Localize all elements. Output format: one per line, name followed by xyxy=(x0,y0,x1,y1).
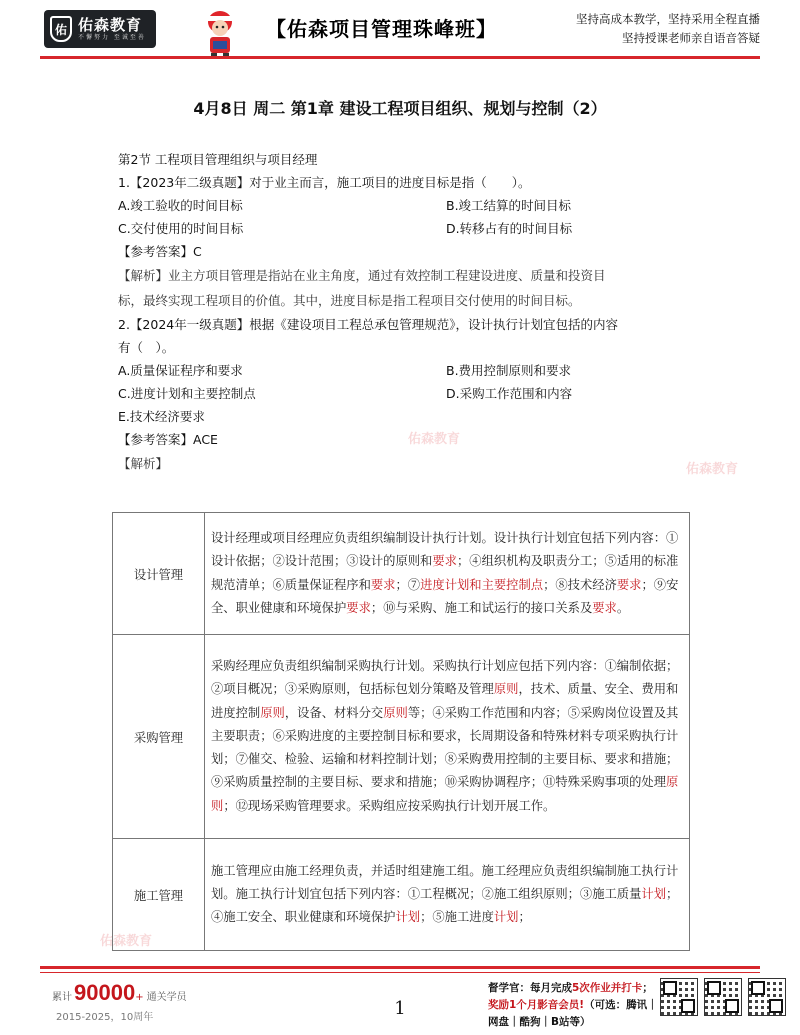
promo-text-part: ； xyxy=(642,982,653,994)
highlighted-text: 原则 xyxy=(211,775,679,813)
highlighted-text: 要求 xyxy=(432,554,457,569)
mascot-icon xyxy=(200,6,240,58)
qr-code-icon[interactable] xyxy=(704,978,742,1016)
logo-shield-icon: 佑 xyxy=(50,16,72,42)
section-heading: 第2节 工程项目管理组织与项目经理 xyxy=(118,152,318,167)
tagline xyxy=(576,10,760,48)
highlighted-text: 要求 xyxy=(346,600,371,615)
brand-logo xyxy=(44,10,156,48)
text-segment: ； xyxy=(518,910,531,925)
text-segment: ；⑩与采购、施工和试运行的接口关系及 xyxy=(370,600,593,615)
text-segment: ；⑦ xyxy=(395,577,421,592)
option: A.质量保证程序和要求 xyxy=(118,363,243,378)
anniversary-text: 2015-2025，10周年 xyxy=(56,1012,154,1023)
promo-text-part: （可选：腾讯｜ xyxy=(584,999,658,1011)
table-row xyxy=(113,839,690,951)
text-segment: ；⑨安全、职业健康和环境保护 xyxy=(211,577,679,615)
tagline-line: 坚持高成本教学，坚持采用全程直播 xyxy=(576,12,760,26)
table-row xyxy=(113,513,690,635)
promo-highlight: 5次作业并打卡 xyxy=(572,982,643,994)
option-row xyxy=(118,217,688,240)
row-content xyxy=(205,513,690,635)
option-row xyxy=(118,382,688,405)
highlighted-text: 要求 xyxy=(592,600,617,615)
student-count-prefix: 累计 xyxy=(52,992,72,1003)
logo-subtitle: 不懈努力 至诚至善 xyxy=(78,34,146,41)
watermark: 佑森教育 xyxy=(686,462,739,477)
highlighted-text: 计划 xyxy=(493,910,519,925)
promo-text-part: 督学官：每月完成 xyxy=(488,982,572,994)
option: C.交付使用的时间目标 xyxy=(118,221,244,236)
qr-code-icon[interactable] xyxy=(748,978,786,1016)
student-count-plus: + xyxy=(135,992,144,1003)
row-label: 采购管理 xyxy=(113,635,205,839)
text-segment: 。 xyxy=(616,600,630,615)
promo-text-part: 网盘｜酷狗｜B站等） xyxy=(488,1016,591,1028)
highlighted-text: 要求 xyxy=(616,577,642,592)
highlighted-text: 原则 xyxy=(383,705,408,720)
answer-key: 【参考答案】C xyxy=(118,244,202,259)
analysis-table xyxy=(112,512,690,951)
promo-highlight: 奖励1个月影音会员! xyxy=(488,999,585,1011)
student-count-number: 90000 xyxy=(74,980,136,1005)
text-segment: ；⑧技术经济 xyxy=(543,577,617,592)
page-title: 4月8日 周二 第1章 建设工程项目组织、规划与控制（2） xyxy=(193,99,607,118)
analysis-label: 【解析】 xyxy=(118,456,169,471)
highlighted-text: 要求 xyxy=(370,577,396,592)
text-segment: ；⑤施工进度 xyxy=(420,910,494,925)
question-stem-cont: 有（ ）。 xyxy=(118,340,175,355)
row-content xyxy=(205,839,690,951)
banner-title: 【佑森项目管理珠峰班】 xyxy=(266,17,497,41)
text-segment: 等；④采购工作范围和内容；⑤采购岗位设置及其主要职责；⑥采购进度的主要控制目标和要求，长周期设备和特殊材料专项采购执行计划；⑦催交、检验、运输和材料控制计划；⑧采购费用控制的主要目标、要求和措施；⑨采购质量控制的主要目标、要求和措施；⑩采购协调程序；⑪特殊采购事项的处理 xyxy=(211,705,679,790)
footer-divider xyxy=(40,966,760,969)
option: D.采购工作范围和内容 xyxy=(446,386,573,401)
option-row xyxy=(118,194,688,217)
tagline-line: 坚持授课老师亲自语音答疑 xyxy=(622,31,760,45)
analysis-line: 标，最终实现工程项目的价值。其中，进度目标是指工程项目交付使用的时间目标。 xyxy=(118,293,581,308)
page-number: 1 xyxy=(394,998,406,1019)
table-row xyxy=(113,635,690,839)
logo-name: 佑森教育 xyxy=(78,16,143,34)
option-row xyxy=(118,359,688,382)
text-segment: ；④组织机构及职责分工；⑤适用的标准规范清单；⑥质量保证程序和 xyxy=(211,554,679,592)
promo-text xyxy=(488,980,658,1031)
watermark: 佑森教育 xyxy=(408,432,461,447)
highlighted-text: 计划 xyxy=(395,910,421,925)
option: D.转移占有的时间目标 xyxy=(446,221,573,236)
text-segment: 设计经理或项目经理应负责组织编制设计执行计划。设计执行计划宜包括下列内容：①设计依据；②设计范围；③设计的原则和 xyxy=(211,530,679,569)
answer-key: 【参考答案】ACE xyxy=(118,432,218,447)
footer-divider-thin xyxy=(40,972,760,973)
watermark: 佑森教育 xyxy=(100,934,153,949)
option: E.技术经济要求 xyxy=(118,409,205,424)
student-count-suffix: 通关学员 xyxy=(146,992,187,1003)
text-segment: ；⑫现场采购管理要求。采购组应按采购执行计划开展工作。 xyxy=(223,798,556,813)
row-content xyxy=(205,635,690,839)
highlighted-text: 原则 xyxy=(260,705,285,720)
option: B.竣工结算的时间目标 xyxy=(446,198,572,213)
text-segment: ，技术、质量、安全、费用和进度控制 xyxy=(211,682,679,720)
qr-code-icon[interactable] xyxy=(660,978,698,1016)
text-segment: ，设备、材料分交 xyxy=(284,705,384,720)
row-label: 施工管理 xyxy=(113,839,205,951)
question-stem: 1.【2023年二级真题】对于业主而言，施工项目的进度目标是指（ ）。 xyxy=(118,175,531,190)
text-segment: 施工管理应由施工经理负责，并适时组建施工组。施工经理应负责组织编制施工执行计划。施工执行计划宜包括下列内容：①工程概况；②施工组织原则；③施工质量 xyxy=(211,863,679,901)
highlighted-text: 进度计划和主要控制点 xyxy=(420,577,544,592)
page-header xyxy=(0,0,800,66)
option: B.费用控制原则和要求 xyxy=(446,363,572,378)
row-label: 设计管理 xyxy=(113,513,205,635)
header-divider xyxy=(40,56,760,59)
option: A.竣工验收的时间目标 xyxy=(118,198,243,213)
analysis-paragraph xyxy=(118,263,688,313)
option: C.进度计划和主要控制点 xyxy=(118,386,256,401)
text-segment: ；④施工安全、职业健康和环境保护 xyxy=(211,886,679,925)
analysis-line: 【解析】业主方项目管理是指站在业主角度，通过有效控制工程建设进度、质量和投资目 xyxy=(118,268,606,283)
highlighted-text: 原则 xyxy=(493,682,519,697)
highlighted-text: 计划 xyxy=(641,886,667,901)
qr-codes xyxy=(660,978,786,1016)
document-body xyxy=(118,148,688,474)
text-segment: 采购经理应负责组织编制采购执行计划。采购执行计划应包括下列内容：①编制依据；②项目概况；③采购原则，包括标包划分策略及管理 xyxy=(211,658,679,697)
question-stem: 2.【2024年一级真题】根据《建设项目工程总承包管理规范》，设计执行计划宜包括的内容 xyxy=(118,317,618,332)
